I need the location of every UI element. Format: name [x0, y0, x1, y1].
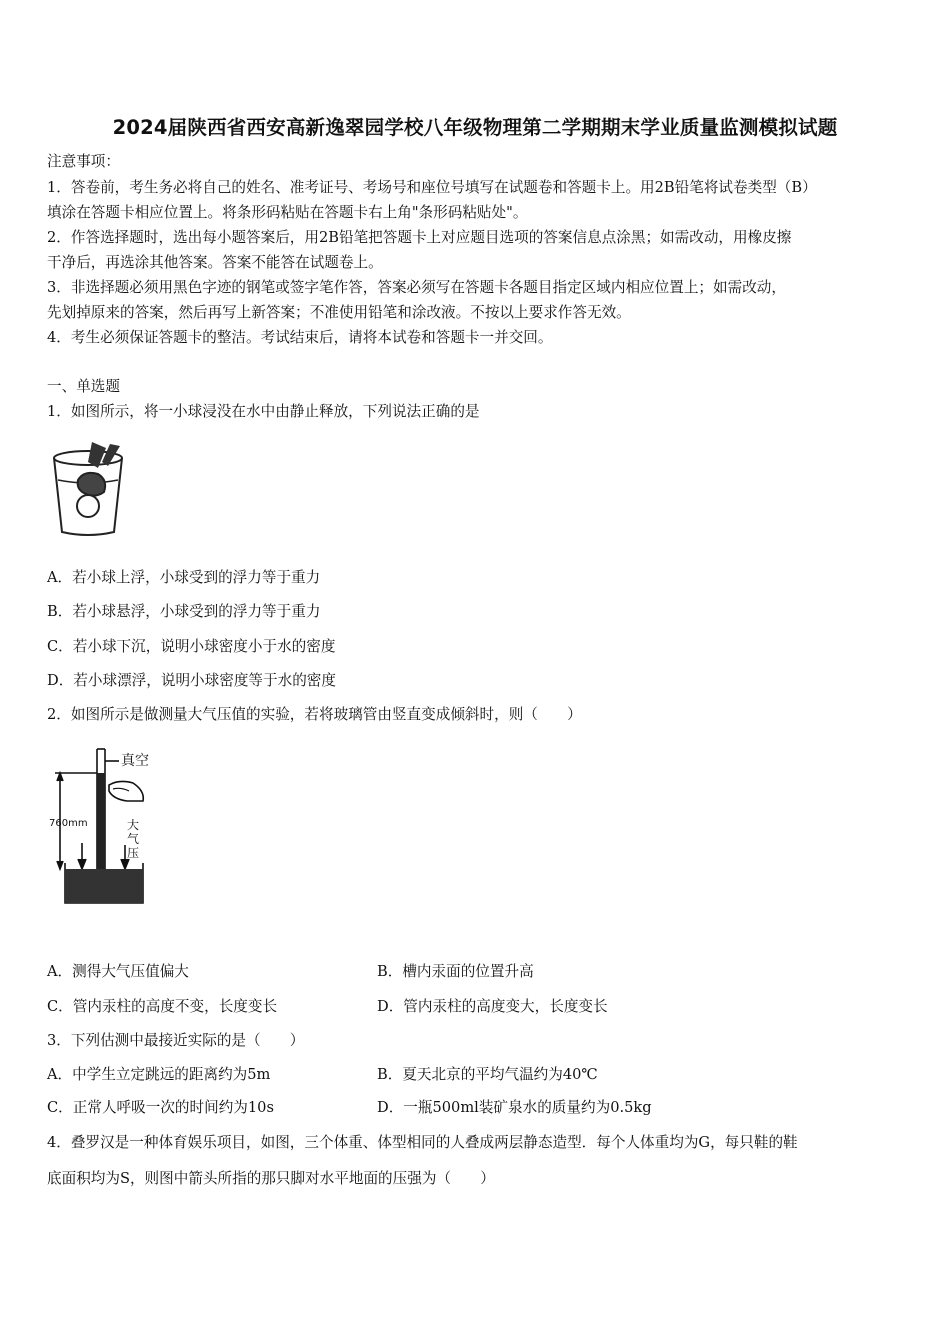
exam-title: 2024届陕西省西安高新逸翠园学校八年级物理第二学期期末学业质量监测模拟试题 [112, 116, 838, 139]
section-heading: 一、单选题 [47, 378, 120, 395]
q1-option: D．若小球漂浮，说明小球密度等于水的密度 [47, 672, 336, 689]
pressure-label: 大 [127, 818, 140, 832]
notice-line: 1．答卷前，考生务必将自己的姓名、准考证号、考场号和座位号填写在试题卷和答题卡上。用2B铅笔将试卷类型（B） [47, 179, 817, 196]
q3-stem: 3．下列估测中最接近实际的是（ ） [47, 1032, 305, 1049]
q4-stem-line1: 4．叠罗汉是一种体育娱乐项目，如图，三个体重、体型相同的人叠成两层静态造型．每个人体重均为G，每只鞋的鞋 [47, 1134, 798, 1151]
q3-option: D．一瓶500ml装矿泉水的质量约为0.5kg [377, 1099, 652, 1116]
pressure-label: 压 [127, 846, 140, 860]
notice-line: 填涂在答题卡相应位置上。将条形码粘贴在答题卡右上角"条形码粘贴处"。 [47, 204, 528, 221]
q1-figure [48, 440, 138, 540]
notice-heading: 注意事项： [47, 153, 120, 170]
q1-option: A．若小球上浮，小球受到的浮力等于重力 [47, 569, 321, 586]
q1-stem: 1．如图所示，将一小球浸没在水中由静止释放，下列说法正确的是 [47, 403, 480, 420]
q2-stem: 2．如图所示是做测量大气压值的实验，若将玻璃管由竖直变成倾斜时，则（ ） [47, 706, 582, 723]
q3-option: B．夏天北京的平均气温约为40℃ [377, 1066, 598, 1083]
notice-line: 4．考生必须保证答题卡的整洁。考试结束后，请将本试卷和答题卡一并交回。 [47, 329, 553, 346]
height-label: 760mm [49, 818, 88, 829]
notice-line: 干净后，再选涂其他答案。答案不能答在试题卷上。 [47, 254, 383, 271]
q2-option: B．槽内汞面的位置升高 [377, 963, 534, 980]
q1-option: B．若小球悬浮，小球受到的浮力等于重力 [47, 603, 321, 620]
vacuum-label: 真空 [121, 753, 149, 769]
q4-stem-line2: 底面积均为S，则图中箭头所指的那只脚对水平地面的压强为（ ） [47, 1170, 495, 1187]
notice-line: 2．作答选择题时，选出每小题答案后，用2B铅笔把答题卡上对应题目选项的答案信息点涂黑；如需改动，用橡皮擦 [47, 229, 792, 246]
q3-option: C．正常人呼吸一次的时间约为10s [47, 1099, 274, 1116]
q2-option: A．测得大气压值偏大 [47, 963, 189, 980]
pressure-label: 气 [127, 832, 140, 846]
notice-line: 先划掉原来的答案，然后再写上新答案；不准使用铅笔和涂改液。不按以上要求作答无效。 [47, 304, 631, 321]
q2-option: C．管内汞柱的高度不变，长度变长 [47, 998, 278, 1015]
q3-option: A．中学生立定跳远的距离约为5m [47, 1066, 271, 1083]
q1-option: C．若小球下沉，说明小球密度小于水的密度 [47, 638, 336, 655]
q2-figure [47, 745, 162, 910]
q2-option: D．管内汞柱的高度变大，长度变长 [377, 998, 608, 1015]
notice-line: 3．非选择题必须用黑色字迹的钢笔或签字笔作答，答案必须写在答题卡各题目指定区域内相应位置上；如需改动， [47, 279, 786, 296]
